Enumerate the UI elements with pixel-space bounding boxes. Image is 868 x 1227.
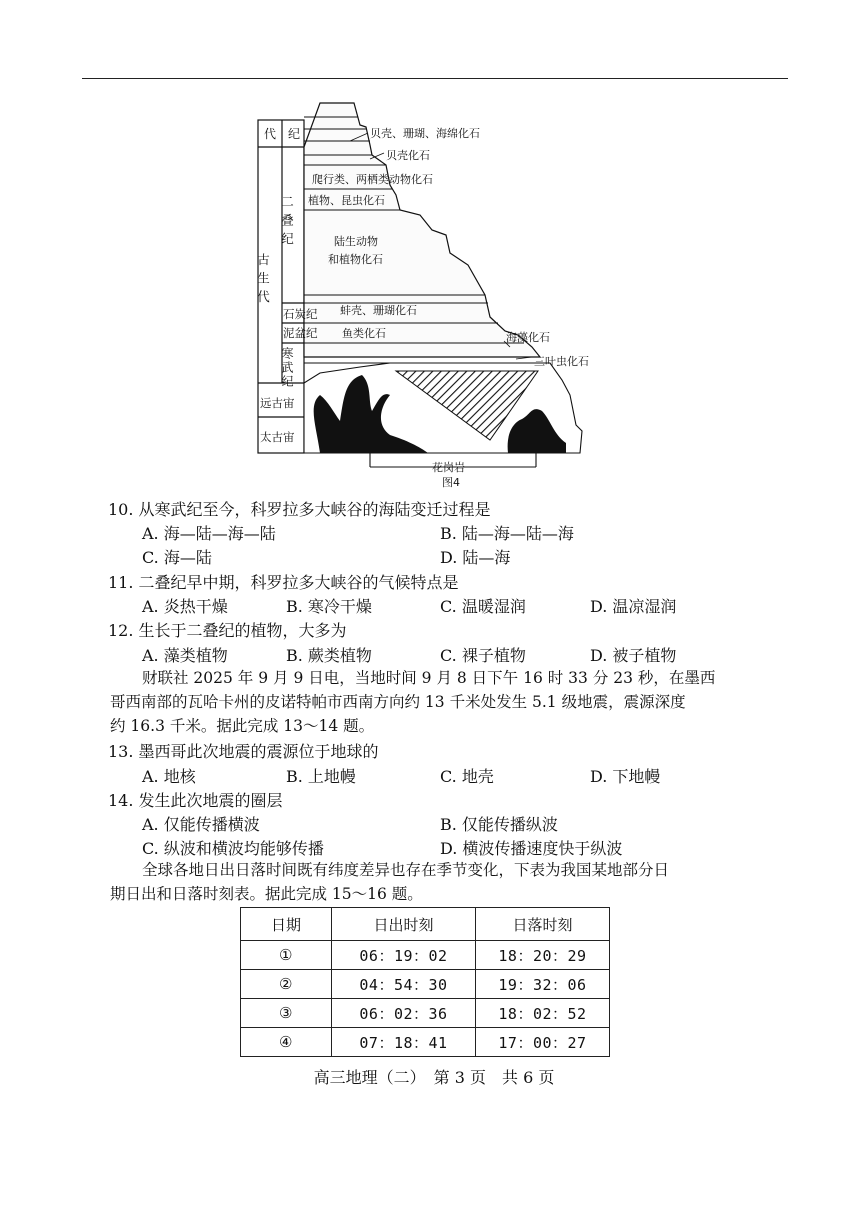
question-12-option-b[interactable]: B. 蕨类植物 bbox=[286, 646, 372, 665]
question-11-option-a[interactable]: A. 炎热干燥 bbox=[142, 597, 228, 616]
table-row bbox=[241, 941, 610, 970]
question-10-stem: 10. 从寒武纪至今，科罗拉多大峡谷的海陆变迁过程是 bbox=[108, 500, 491, 519]
table-row bbox=[241, 999, 610, 1028]
row-2-sunrise: 04：54：30 bbox=[332, 970, 476, 999]
question-12-option-a[interactable]: A. 藻类植物 bbox=[142, 646, 228, 665]
table-header-row bbox=[241, 908, 610, 941]
era-paleozoic: 古生代 bbox=[255, 253, 271, 309]
fossil-label-8: 海藻化石 bbox=[506, 331, 550, 344]
earthquake-passage-line-3: 约 16.3 千米。据此完成 13～14 题。 bbox=[110, 717, 375, 735]
fossil-label-3: 爬行类、两栖类动物化石 bbox=[312, 173, 433, 186]
sun-times-table-wrapper bbox=[240, 907, 610, 1057]
granite-label: 花岗岩 bbox=[432, 461, 465, 474]
fossil-label-7: 鱼类化石 bbox=[342, 327, 386, 340]
strata-diagram bbox=[250, 95, 590, 490]
header-sunset: 日落时刻 bbox=[476, 908, 610, 941]
question-13-stem: 13. 墨西哥此次地震的震源位于地球的 bbox=[108, 742, 379, 761]
table-row bbox=[241, 1028, 610, 1057]
question-11-option-d[interactable]: D. 温凉湿润 bbox=[590, 597, 677, 616]
question-14-option-b[interactable]: B. 仅能传播纵波 bbox=[440, 815, 558, 834]
fossil-label-4: 植物、昆虫化石 bbox=[308, 194, 385, 207]
table-row bbox=[241, 970, 610, 999]
question-10-option-c[interactable]: C. 海—陆 bbox=[142, 548, 212, 567]
question-10-option-b[interactable]: B. 陆—海—陆—海 bbox=[440, 524, 574, 543]
strata-figure bbox=[250, 95, 590, 490]
fossil-label-5b: 和植物化石 bbox=[328, 253, 383, 266]
question-14-option-c[interactable]: C. 纵波和横波均能够传播 bbox=[142, 839, 324, 858]
period-cambrian: 寒武纪 bbox=[280, 347, 294, 389]
fossil-label-5a: 陆生动物 bbox=[334, 235, 378, 248]
question-11-option-c[interactable]: C. 温暖湿润 bbox=[440, 597, 526, 616]
col-era-label: 代 bbox=[264, 127, 277, 141]
question-13-option-d[interactable]: D. 下地幔 bbox=[590, 767, 661, 786]
row-4-date: ④ bbox=[241, 1028, 332, 1057]
fossil-label-1: 贝壳、珊瑚、海绵化石 bbox=[370, 127, 480, 140]
sunrise-passage-line-1: 全球各地日出日落时间既有纬度差异也存在季节变化，下表为我国某地部分日 bbox=[142, 861, 670, 879]
figure-caption: 图4 bbox=[442, 476, 460, 489]
earthquake-passage-line-1: 财联社 2025 年 9 月 9 日电，当地时间 9 月 8 日下午 16 时 33 分 23 秒，在墨西 bbox=[142, 669, 716, 687]
sunrise-passage-line-2: 期日出和日落时刻表。据此完成 15～16 题。 bbox=[110, 885, 423, 903]
fossil-label-9: 三叶虫化石 bbox=[534, 355, 589, 368]
row-3-sunset: 18：02：52 bbox=[476, 999, 610, 1028]
question-12-stem: 12. 生长于二叠纪的植物，大多为 bbox=[108, 621, 347, 640]
period-carboniferous: 石炭纪 bbox=[283, 307, 318, 321]
row-4-sunset: 17：00：27 bbox=[476, 1028, 610, 1057]
eon-proterozoic: 远古宙 bbox=[260, 396, 295, 410]
period-devonian: 泥盆纪 bbox=[283, 326, 318, 340]
question-13-option-b[interactable]: B. 上地幔 bbox=[286, 767, 356, 786]
page-footer: 高三地理（二） 第 3 页 共 6 页 bbox=[313, 1068, 555, 1087]
question-14-option-a[interactable]: A. 仅能传播横波 bbox=[142, 815, 260, 834]
earthquake-passage-line-2: 哥西南部的瓦哈卡州的皮诺特帕市西南方向约 13 千米处发生 5.1 级地震，震源深度 bbox=[110, 693, 686, 711]
header-rule bbox=[82, 78, 788, 79]
row-2-sunset: 19：32：06 bbox=[476, 970, 610, 999]
fossil-label-6: 蚌壳、珊瑚化石 bbox=[340, 304, 417, 317]
question-11-option-b[interactable]: B. 寒冷干燥 bbox=[286, 597, 372, 616]
sun-times-table bbox=[240, 907, 610, 1057]
row-1-sunset: 18：20：29 bbox=[476, 941, 610, 970]
question-13-option-a[interactable]: A. 地核 bbox=[142, 767, 196, 786]
question-11-stem: 11. 二叠纪早中期，科罗拉多大峡谷的气候特点是 bbox=[108, 573, 459, 592]
question-14-stem: 14. 发生此次地震的圈层 bbox=[108, 791, 283, 810]
row-3-sunrise: 06：02：36 bbox=[332, 999, 476, 1028]
row-4-sunrise: 07：18：41 bbox=[332, 1028, 476, 1057]
question-12-option-c[interactable]: C. 裸子植物 bbox=[440, 646, 526, 665]
earthquake-passage bbox=[110, 666, 750, 738]
question-12-option-d[interactable]: D. 被子植物 bbox=[590, 646, 677, 665]
header-sunrise: 日出时刻 bbox=[332, 908, 476, 941]
question-10-option-d[interactable]: D. 陆—海 bbox=[440, 548, 511, 567]
eon-archean: 太古宙 bbox=[260, 430, 295, 444]
col-period-label: 纪 bbox=[288, 127, 301, 141]
row-1-date: ① bbox=[241, 941, 332, 970]
header-date: 日期 bbox=[241, 908, 332, 941]
question-10-option-a[interactable]: A. 海—陆—海—陆 bbox=[142, 524, 276, 543]
row-3-date: ③ bbox=[241, 999, 332, 1028]
fossil-label-2: 贝壳化石 bbox=[386, 149, 430, 162]
row-2-date: ② bbox=[241, 970, 332, 999]
row-1-sunrise: 06：19：02 bbox=[332, 941, 476, 970]
period-permian: 二叠纪 bbox=[279, 195, 295, 251]
sunrise-passage bbox=[110, 858, 750, 906]
question-14-option-d[interactable]: D. 横波传播速度快于纵波 bbox=[440, 839, 623, 858]
question-13-option-c[interactable]: C. 地壳 bbox=[440, 767, 494, 786]
